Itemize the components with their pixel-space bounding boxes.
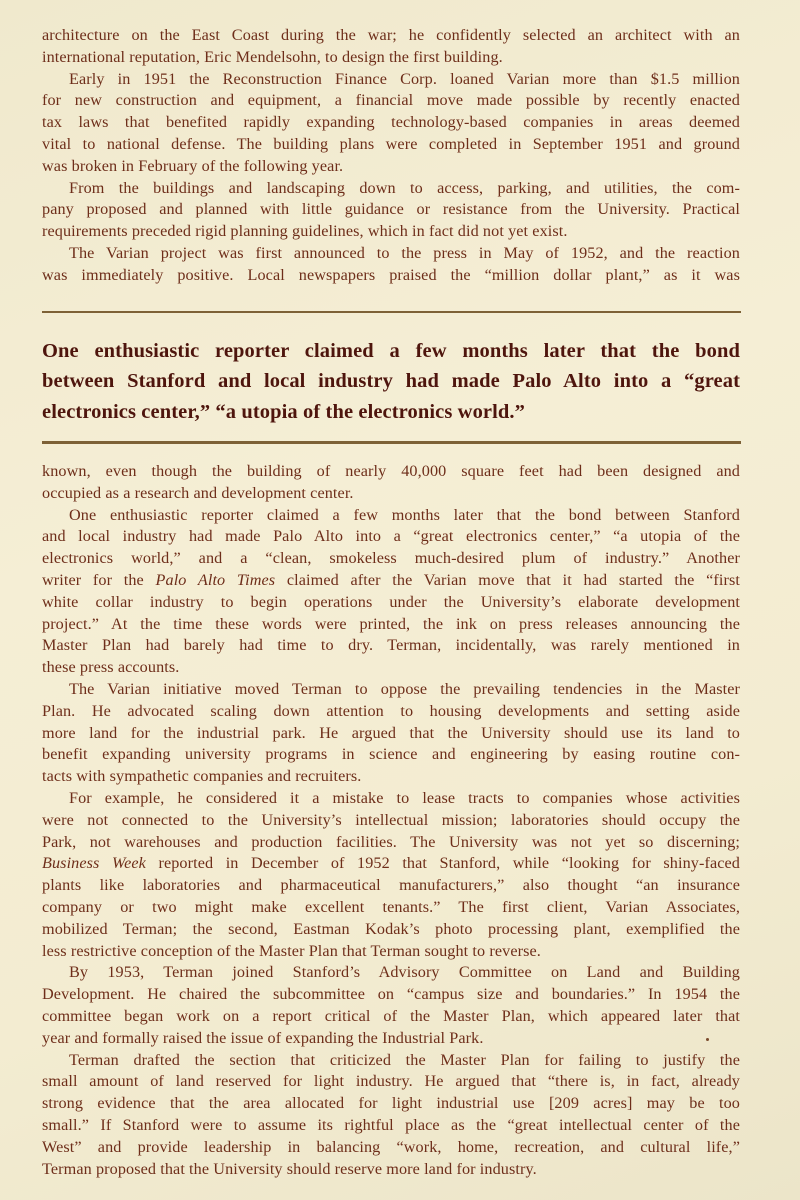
text-line: vital to national defense. The building plans were completed in September 1951 and ground [42,134,740,153]
text-line: benefit expanding university programs in science and engineering by easing routine con- [42,745,740,764]
text-line: electronics world,” and a “clean, smokeless much-desired plum of industry.” Another [42,549,740,568]
text-line: West” and provide leadership in balancing “work, home, recreation, and cultural life,” [42,1137,740,1156]
text-line: these press accounts. [42,658,180,677]
text-line: for new construction and equipment, a financial move made possible by recently enacted [42,91,740,110]
text-line: mobilized Terman; the second, Eastman Kodak’s photo processing plant, exemplified the [42,919,740,938]
text-line: For example, he considered it a mistake to lease tracts to companies whose activities [69,788,740,807]
text-line: One enthusiastic reporter claimed a few months later that the bond [42,340,740,362]
text-line: tacts with sympathetic companies and recruiters. [42,767,362,786]
text-line: tax laws that benefited rapidly expanding technology-based companies in areas deemed [42,113,740,132]
text-line: white collar industry to begin operations under the University’s elaborate development [42,592,740,611]
text-line: One enthusiastic reporter claimed a few months later that the bond between Stanford [69,505,740,524]
text-line: Master Plan had barely had time to dry. Terman, incidentally, was rarely mentioned in [42,636,740,655]
text-line: between Stanford and local industry had made Palo Alto into a “great [42,370,740,393]
text-line: year and formally raised the issue of expanding the Industrial Park. [42,1028,484,1047]
text-line: project.” At the time these words were printed, the ink on press releases announcing the [42,614,740,633]
text-line: Terman drafted the section that criticized the Master Plan for failing to justify the [69,1050,740,1069]
text-line: was immediately positive. Local newspapers praised the “million dollar plant,” as it was [42,265,740,284]
pull-quote [42,336,740,427]
text-line: Business Week reported in December of 1952 that Stanford, while “looking for shiny-faced [42,854,740,873]
body-text-block-bottom [42,461,740,1180]
text-line: The Varian project was first announced to the press in May of 1952, and the reaction [69,243,740,262]
text-line: known, even though the building of nearly 40,000 square feet had been designed and [42,462,740,480]
text-line: writer for the Palo Alto Times claimed after the Varian move that it had started the “first [42,570,740,589]
text-line: Development. He chaired the subcommittee on “campus size and boundaries.” In 1954 the [42,985,740,1004]
text-line: requirements preceded rigid planning guidelines, which in fact did not yet exist. [42,222,568,241]
text-line: company or two might make excellent tenants.” The first client, Varian Associates, [42,897,740,916]
text-line: From the buildings and landscaping down to access, parking, and utilities, the com- [69,178,740,197]
text-line: strong evidence that the area allocated for light industrial use [209 acres] may be too [42,1094,740,1113]
text-line: small.” If Stanford were to assume its rightful place as the “great intellectual center of the [42,1115,740,1134]
text-line: The Varian initiative moved Terman to oppose the prevailing tendencies in the Master [69,679,740,698]
text-line: and local industry had made Palo Alto into a “great electronics center,” “a utopia of the [42,527,740,546]
text-line: architecture on the East Coast during the war; he confidently selected an architect with an [42,26,740,44]
text-line: less restrictive conception of the Master Plan that Terman sought to reverse. [42,941,541,960]
text-line: plants like laboratories and pharmaceutical manufacturers,” also thought “an insurance [42,876,740,895]
body-text-block-top [42,25,740,287]
text-line: Plan. He advocated scaling down attention to housing developments and setting aside [42,701,740,720]
pull-quote-rule-top [42,311,741,313]
text-line: occupied as a research and development center. [42,483,354,502]
text-line: pany proposed and planned with little guidance or resistance from the University. Practical [42,200,740,219]
text-line: small amount of land reserved for light industry. He argued that “there is, in fact, already [42,1072,740,1091]
text-line: By 1953, Terman joined Stanford’s Advisory Committee on Land and Building [69,963,740,982]
text-line: electronics center,” “a utopia of the electronics world.” [42,400,525,423]
text-line: was broken in February of the following year. [42,156,344,175]
text-line: international reputation, Eric Mendelsohn, to design the first building. [42,47,503,66]
pull-quote-rule-bottom [42,441,741,444]
text-line: Park, not warehouses and production facilities. The University was not yet so discerning; [42,832,740,851]
text-line: committee began work on a report critical of the Master Plan, which appeared later that [42,1006,740,1025]
text-line: Early in 1951 the Reconstruction Finance Corp. loaned Varian more than $1.5 million [69,69,740,88]
print-artifact-dot [706,1038,709,1041]
text-line: more land for the industrial park. He argued that the University should use its land to [42,723,740,742]
text-line: Terman proposed that the University should reserve more land for industry. [42,1159,537,1178]
text-line: were not connected to the University’s intellectual mission; laboratories should occupy the [42,810,740,829]
